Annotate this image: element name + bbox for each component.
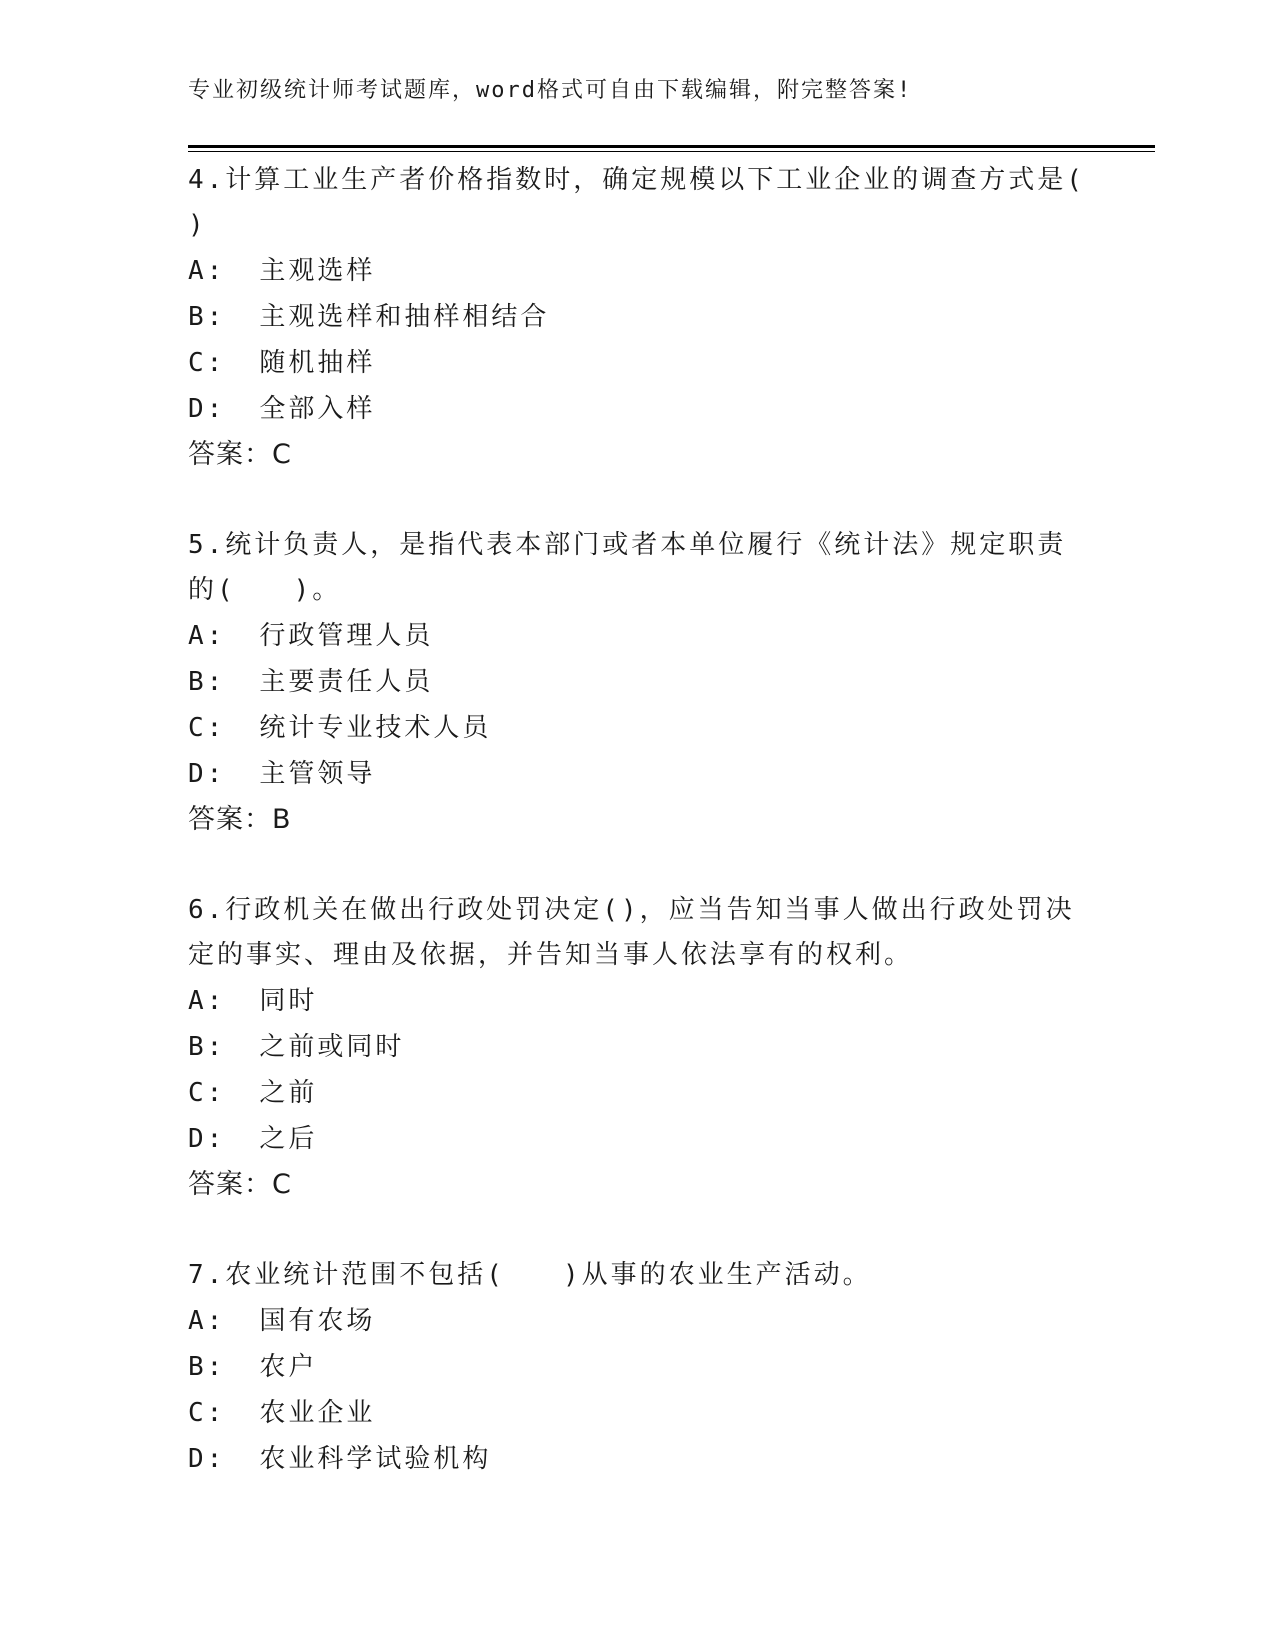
option-d [188,1436,1088,1482]
option-b [188,294,1088,340]
option-a [188,1298,1088,1344]
option-d [188,751,1088,797]
question-stem: 6.行政机关在做出行政处罚决定()，应当告知当事人做出行政处罚决定的事实、理由及依据，并告知当事人依法享有的权利。 [188,895,1075,970]
option-key: B: [188,667,226,697]
option-text: 国有农场 [259,1306,376,1336]
option-text: 主管领导 [259,759,376,789]
question-stem: 5.统计负责人，是指代表本部门或者本单位履行《统计法》规定职责的( )。 [188,530,1067,605]
option-a [188,613,1088,659]
option-text: 统计专业技术人员 [259,713,492,743]
option-key: D: [188,1124,226,1154]
option-a [188,978,1088,1024]
header-rule-thick [188,145,1155,148]
option-text: 之后 [259,1124,318,1154]
option-text: 之前 [259,1078,318,1108]
option-key: C: [188,713,226,743]
option-key: A: [188,1306,226,1336]
option-key: C: [188,1398,226,1428]
option-key: D: [188,759,226,789]
option-text: 农业科学试验机构 [259,1444,492,1474]
option-text: 主要责任人员 [259,667,434,697]
option-text: 主观选样和抽样相结合 [259,302,550,332]
option-text: 全部入样 [259,394,376,424]
option-text: 农户 [259,1352,318,1382]
option-b [188,659,1088,705]
option-key: B: [188,1032,226,1062]
question-stem: 7.农业统计范围不包括( )从事的农业生产活动。 [188,1260,872,1290]
question-5 [188,523,1088,843]
option-key: D: [188,394,226,424]
question-list [188,158,1088,1527]
question-stem: 4.计算工业生产者价格指数时，确定规模以下工业企业的调查方式是( ) [188,165,1085,240]
option-key: B: [188,302,226,332]
option-key: B: [188,1352,226,1382]
option-c [188,340,1088,386]
option-text: 随机抽样 [259,348,376,378]
answer-line: 答案：B [188,804,292,835]
option-text: 主观选样 [259,256,376,286]
option-b [188,1024,1088,1070]
question-7 [188,1253,1088,1482]
option-c [188,1070,1088,1116]
option-b [188,1344,1088,1390]
option-text: 之前或同时 [259,1032,405,1062]
option-text: 农业企业 [259,1398,376,1428]
page-header: 专业初级统计师考试题库，word格式可自由下载编辑，附完整答案! [188,78,913,103]
option-key: A: [188,621,226,651]
option-key: A: [188,986,226,1016]
option-key: A: [188,256,226,286]
option-a [188,248,1088,294]
option-c [188,705,1088,751]
option-text: 行政管理人员 [259,621,434,651]
option-c [188,1390,1088,1436]
question-6 [188,888,1088,1208]
answer-line: 答案：C [188,1169,292,1200]
header-rule-thin [188,151,1155,152]
question-4 [188,158,1088,478]
option-key: D: [188,1444,226,1474]
option-key: C: [188,348,226,378]
option-d [188,386,1088,432]
option-d [188,1116,1088,1162]
option-text: 同时 [259,986,318,1016]
option-key: C: [188,1078,226,1108]
answer-line: 答案：C [188,439,292,470]
